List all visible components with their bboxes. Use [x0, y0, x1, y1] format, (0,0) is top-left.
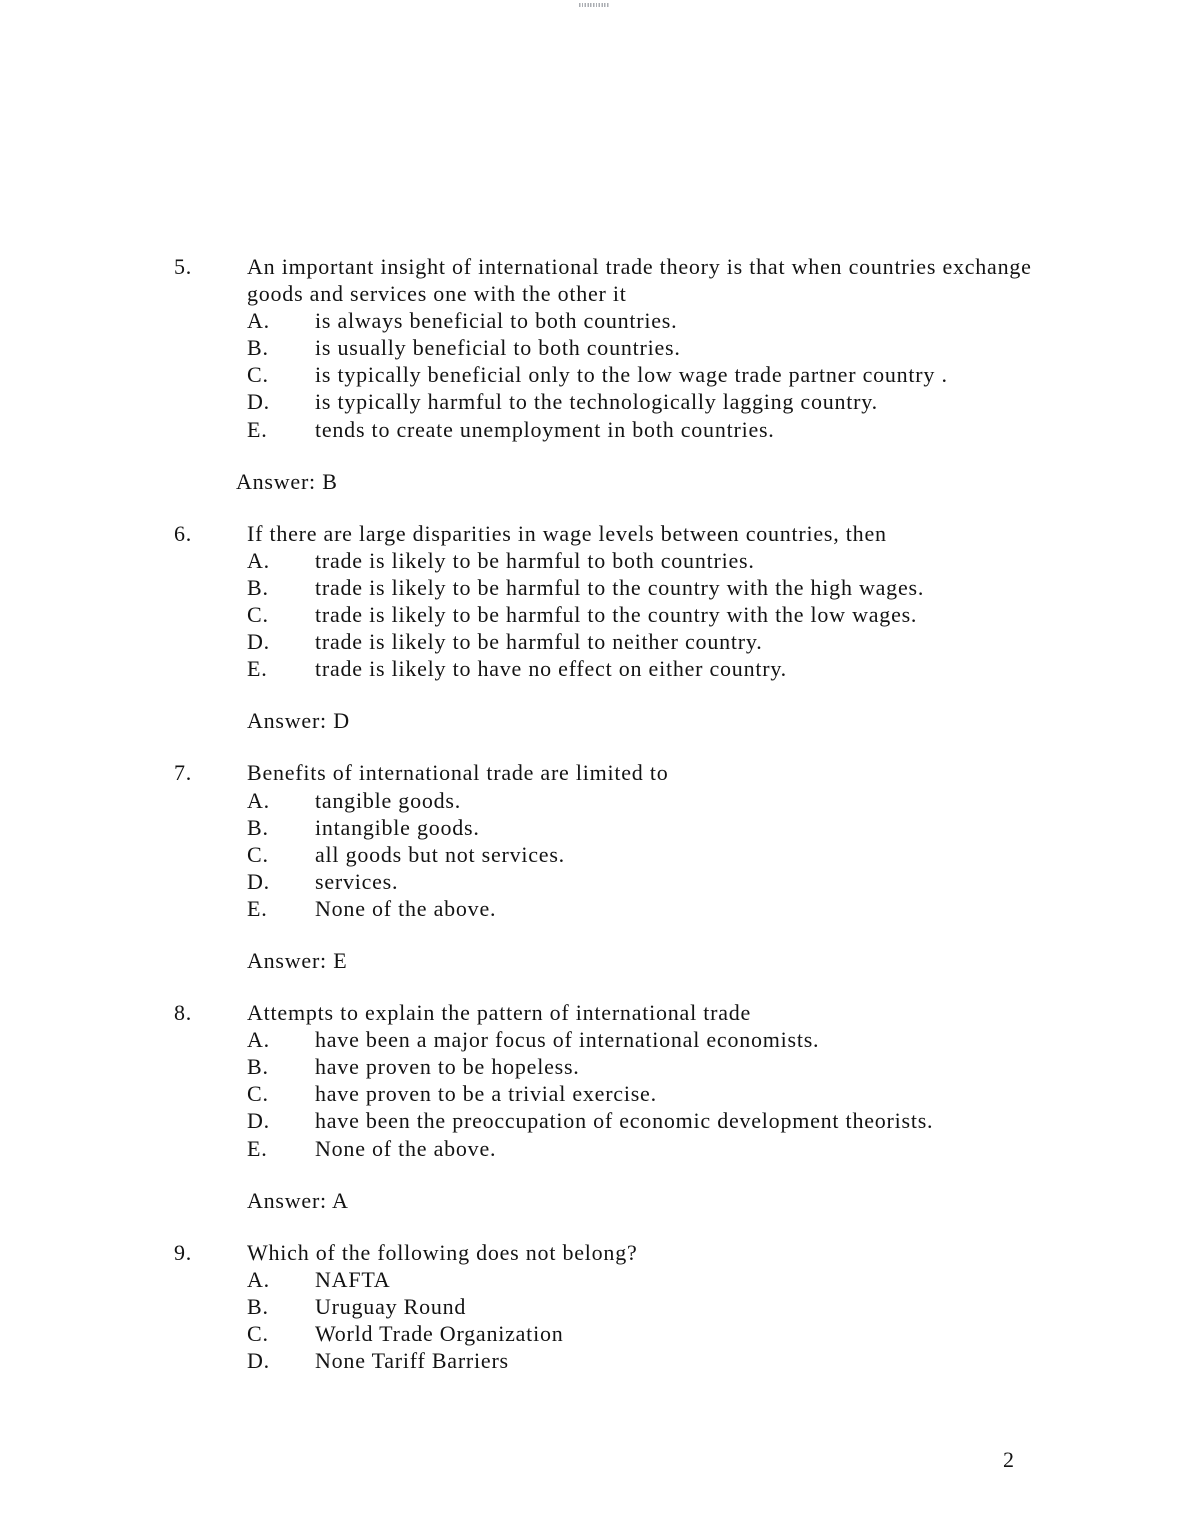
page-number: 2 [1003, 1447, 1015, 1472]
option-row [247, 307, 1047, 334]
option-letter: D. [247, 868, 270, 894]
option-letter: A. [247, 308, 270, 334]
question-9 [174, 1239, 1190, 1374]
option-letter: C. [247, 602, 269, 628]
option-letter: D. [247, 1348, 270, 1374]
option-row [247, 601, 1047, 628]
option-row [247, 547, 1047, 574]
answer-line: Answer: E [247, 947, 348, 973]
option-letter: D. [247, 629, 270, 655]
question-body [247, 1239, 1047, 1374]
answer-line: Answer: B [236, 468, 338, 494]
option-letter: C. [247, 1081, 269, 1107]
question-6 [174, 520, 1190, 683]
option-text: have proven to be a trivial exercise. [315, 1081, 657, 1107]
option-row [247, 1053, 1047, 1080]
option-text: World Trade Organization [315, 1321, 564, 1346]
question-text: An important insight of international trade theory is that when countries exchange goods and services one with the other it [247, 254, 1032, 307]
option-letter: A. [247, 547, 270, 573]
option-text: all goods but not services. [315, 841, 565, 867]
question-text: Which of the following does not belong? [247, 1239, 638, 1265]
option-letter: A. [247, 787, 270, 813]
question-body [247, 759, 1047, 922]
question-number: 8. [174, 1000, 193, 1026]
answer-line: Answer: D [247, 708, 350, 734]
question-body [247, 999, 1047, 1162]
option-text: tangible goods. [315, 787, 461, 813]
question-number: 6. [174, 520, 193, 546]
option-row [247, 361, 1047, 388]
option-text: services. [315, 868, 399, 894]
question-text: Benefits of international trade are limited to [247, 760, 669, 786]
option-text: is usually beneficial to both countries. [315, 335, 681, 361]
question-body [247, 520, 1047, 683]
option-letter: C. [247, 841, 269, 867]
question-body [247, 253, 1047, 443]
question-number: 9. [174, 1239, 193, 1265]
option-letter: B. [247, 335, 269, 361]
option-text: trade is likely to have no effect on either country. [315, 656, 787, 682]
option-text: is typically harmful to the technologically lagging country. [315, 389, 878, 415]
option-text: intangible goods. [315, 814, 480, 840]
option-text: tends to create unemployment in both countries. [315, 416, 775, 442]
option-row [247, 814, 1047, 841]
option-text: trade is likely to be harmful to the country with the low wages. [315, 602, 918, 628]
option-row [247, 1293, 1047, 1320]
option-row [247, 416, 1047, 443]
option-text: have proven to be hopeless. [315, 1054, 580, 1080]
option-letter: B. [247, 1293, 269, 1319]
option-row [247, 895, 1047, 922]
option-letter: B. [247, 814, 269, 840]
question-number: 5. [174, 254, 193, 279]
question-7 [174, 759, 1190, 922]
option-text: None of the above. [315, 1135, 497, 1161]
question-8 [174, 999, 1190, 1162]
option-letter: E. [247, 895, 268, 921]
option-letter: E. [247, 656, 268, 682]
quiz-content [0, 253, 1190, 1374]
option-letter: B. [247, 1054, 269, 1080]
option-row [247, 868, 1047, 895]
option-letter: E. [247, 1135, 268, 1161]
option-letter: A. [247, 1027, 270, 1053]
option-row [247, 388, 1047, 415]
option-text: NAFTA [315, 1266, 391, 1292]
option-letter: A. [247, 1266, 270, 1292]
option-text: trade is likely to be harmful to both countries. [315, 547, 755, 573]
option-row [247, 787, 1047, 814]
option-row [247, 628, 1047, 655]
option-letter: C. [247, 1321, 269, 1346]
option-text: is always beneficial to both countries. [315, 308, 678, 334]
option-text: None Tariff Barriers [315, 1348, 509, 1374]
option-row [247, 1266, 1047, 1293]
question-number: 7. [174, 760, 193, 786]
option-row [247, 334, 1047, 361]
header-micro-text-artifact [579, 3, 609, 7]
option-text: trade is likely to be harmful to neither country. [315, 629, 763, 655]
option-row [247, 1135, 1047, 1162]
option-row [247, 574, 1047, 601]
question-text: Attempts to explain the pattern of international trade [247, 1000, 752, 1026]
option-row [247, 841, 1047, 868]
option-letter: D. [247, 1108, 270, 1134]
option-text: is typically beneficial only to the low wage trade partner country . [315, 362, 948, 388]
option-row [247, 1026, 1047, 1053]
answer-line: Answer: A [247, 1187, 349, 1213]
option-row [247, 655, 1047, 682]
option-letter: C. [247, 362, 269, 388]
question-5 [174, 253, 1190, 443]
option-text: Uruguay Round [315, 1293, 467, 1319]
option-row [247, 1347, 1047, 1374]
option-text: have been the preoccupation of economic development theorists. [315, 1108, 934, 1134]
option-letter: E. [247, 416, 268, 442]
option-text: trade is likely to be harmful to the country with the high wages. [315, 574, 925, 600]
option-text: have been a major focus of international economists. [315, 1027, 820, 1053]
option-text: None of the above. [315, 895, 497, 921]
question-text: If there are large disparities in wage levels between countries, then [247, 520, 887, 546]
option-row [247, 1107, 1047, 1134]
option-row [247, 1080, 1047, 1107]
option-letter: B. [247, 574, 269, 600]
option-row [247, 1320, 1047, 1347]
option-letter: D. [247, 389, 270, 415]
